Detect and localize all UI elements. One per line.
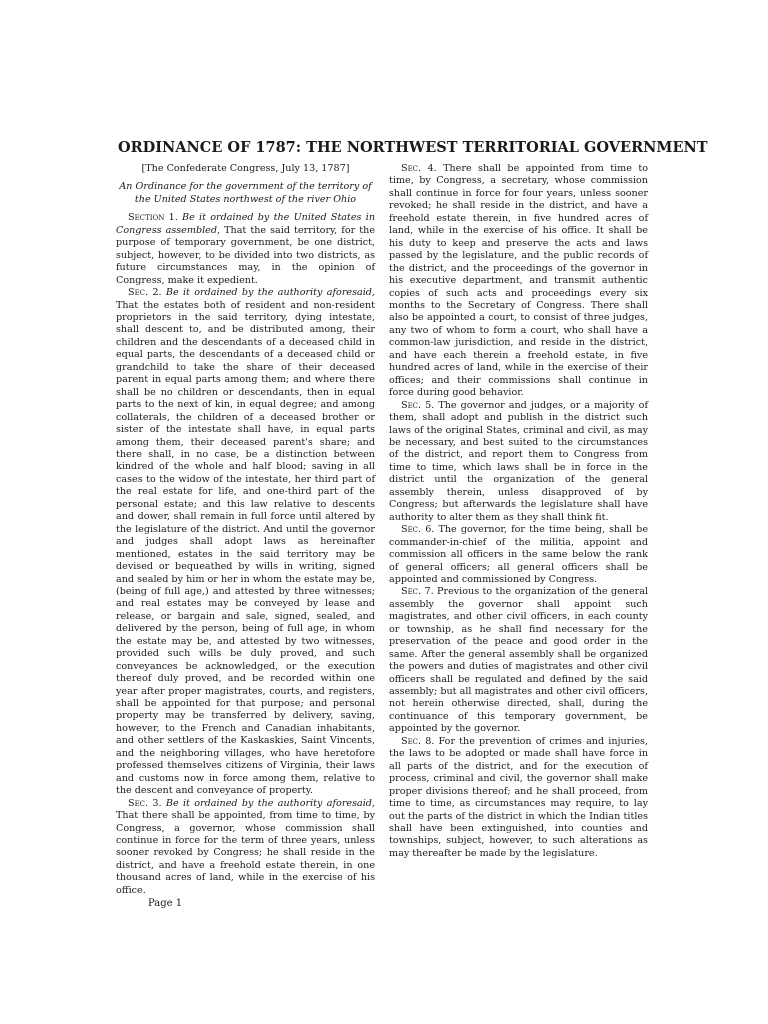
section-text: That the said territory, for the purpose of temporary government, be one district, subject, however, to be divided into two districts, as future circumstances may, in the opinion of Congress, make it expedient. [116, 224, 375, 286]
section-lead: Be it ordained by the authority aforesaid, [165, 287, 375, 299]
section-2 [116, 287, 375, 798]
section-label: Sec. 5. [401, 399, 435, 411]
section-text: That there shall be appointed, from time to time, by Congress, a governor, whose commission shall continue in force for the term of three years, unless sooner revoked by Congress; he shall reside in the district, and have a freehold estate therein, in one thousand acres of land, while in the exercise of his office. [116, 810, 375, 896]
section-label: Sec. 8. [401, 735, 435, 747]
section-text: That the estates both of resident and non-resident proprietors in the said territory, dying intestate, shall descent to, and be distributed among, their children and the descendants of a deceased child in equal parts, the descendants of a deceased child or grandchild to take the share of their deceased parent in equal parts among them; and where there shall be no children or descendants, then in equal parts to the next of kin, in equal degree; and among collaterals, the children of a deceased brother or sister of the intestate shall have, in equal parts among them, their deceased parent's share; and there shall, in no case, be a distinction between kindred of the whole and half blood; saving in all cases to the widow of the intestate, her third part of the real estate for life, and one-third part of the personal estate; and this law relative to descents and dower, shall remain in full force until altered by the legislature of the district. And until the governor and judges shall adopt laws as hereinafter mentioned, estates in the said territory may be devised or bequeathed by wills in writing, signed and sealed by him or her in whom the estate may be, (being of full age,) and attested by three witnesses; and real estates may be conveyed by lease and release, or bargain and sale, signed, sealed, and delivered by the person, being of full age, in whom the estate may be, and attested by two witnesses, provided such wills be duly proved, and such conveyances be acknowledged, or the execution thereof duly proved, and be recorded within one year after proper magistrates, courts, and registers, shall be appointed for that purpose; and personal property may be transferred by delivery, saving, however, to the French and Canadian inhabitants, and other settlers of the Kaskaskies, Saint Vincents, and the neighboring villages, who have heretofore professed themselves citizens of Virginia, their laws and customs now in force among them, relative to the descent and conveyance of property. [116, 299, 375, 797]
page-number: Page 1 [148, 898, 183, 909]
left-column [116, 163, 375, 897]
section-label: Sec. 3. [128, 797, 162, 809]
section-label: Sec. 6. [401, 524, 435, 536]
section-label: Sec. 7. [401, 586, 434, 598]
document-title: ORDINANCE OF 1787: THE NORTHWEST TERRITORIAL GOVERNMENT [118, 139, 708, 156]
section-text: For the prevention of crimes and injuries, the laws to be adopted or made shall have force in all parts of the district, and for the execution of process, criminal and civil, the governor shall make proper divisions thereof; and he shall proceed, from time to time, as circumstances may require, to lay out the parts of the district in which the Indian titles shall have been extinguished, into counties and townships, subject, however, to such alterations as may thereafter be made by the legislature. [389, 735, 648, 859]
section-3 [116, 798, 375, 898]
section-label: Sec. 2. [128, 287, 162, 299]
ordinance-intro: An Ordinance for the government of the territory of the United States northwest of the river Ohio [119, 181, 372, 205]
section-lead: Be it ordained by the authority aforesaid, [165, 797, 375, 809]
section-6 [389, 524, 648, 586]
section-lead: Be it ordained by the United States in Congress assembled, [116, 212, 375, 236]
section-text: The governor, for the time being, shall be commander-in-chief of the militia, appoint and commission all officers in the same below the rank of general officers; all general officers shall be appointed and commissioned by Congress. [389, 524, 648, 585]
section-4 [389, 163, 648, 400]
section-7 [389, 586, 648, 735]
section-label: Section 1. [128, 212, 178, 224]
section-5 [389, 400, 648, 525]
right-column [389, 163, 648, 860]
section-label: Sec. 4. [401, 163, 437, 174]
section-text: The governor and judges, or a majority of them, shall adopt and publish in the district such laws of the original States, criminal and civil, as may be necessary, and best suited to the circumstances of the district, and report them to Congress from time to time, which laws shall be in force in the district until the organization of the general assembly therein, unless disapproved of by Congress; but afterwards the legislature shall have authority to alter them as they shall think fit. [389, 399, 648, 523]
section-8 [389, 736, 648, 861]
section-text: Previous to the organization of the general assembly the governor shall appoint such magistrates, and other civil officers, in each county or township, as he shall find necessary for the preservation of the peace and good order in the same. After the general assembly shall be organized the powers and duties of magistrates and other civil officers shall be regulated and defined by the said assembly; but all magistrates and other civil officers, not herein otherwise directed, shall, during the continuance of this temporary government, be appointed by the governor. [389, 586, 648, 735]
citation: [The Confederate Congress, July 13, 1787] [141, 163, 350, 174]
section-text: There shall be appointed from time to time, by Congress, a secretary, whose commission shall continue in force for four years, unless sooner revoked; he shall reside in the district, and have a freehold estate therein, in five hundred acres of land, while in the exercise of his office. It shall be his duty to keep and preserve the acts and laws passed by the legislature, and the public records of the district, and the proceedings of the governor in his executive department, and transmit authentic copies of such acts and proceedings every six months to the Secretary of Congress. There shall also be appointed a court, to consist of three judges, any two of whom to form a court, who shall have a common-law jurisdiction, and reside in the district, and have each therein a freehold estate, in five hundred acres of land, while in the exercise of their offices; and their commissions shall continue in force during good behavior. [389, 163, 648, 399]
section-1 [116, 212, 375, 287]
